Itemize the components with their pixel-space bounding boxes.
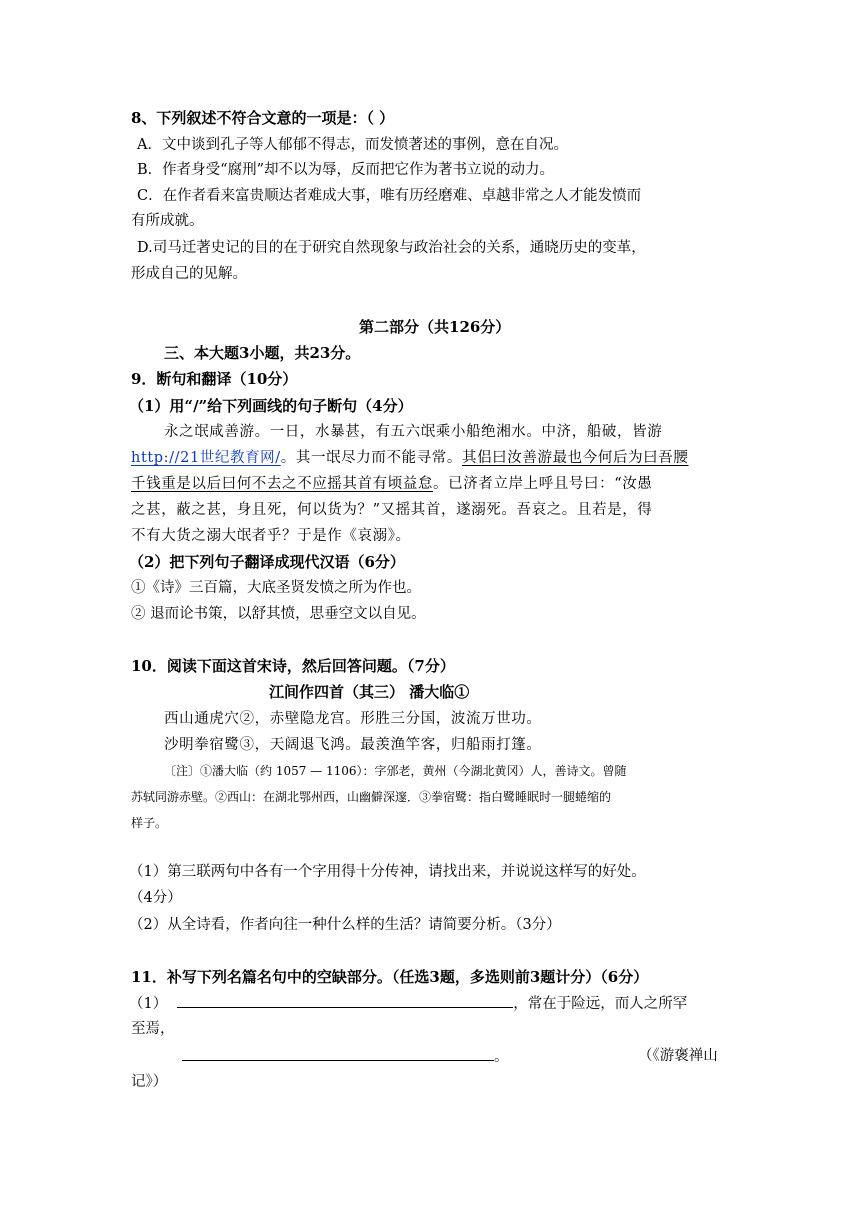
q8-option-a: A．文中谈到孔子等人郁郁不得志，而发愤著述的事例，意在自况。 [137,137,568,153]
poem-note-line3: 样子。 [131,816,168,830]
underlined-sentence-part2: 千钱重是以后曰何不去之不应摇其首有顷益怠 [131,476,433,492]
q8-option-d-line2: 形成自己的见解。 [131,266,247,282]
poem-title: 江间作四首（其三） 潘大临① [269,683,470,701]
passage-line1: 永之氓咸善游。一日，水暴甚，有五六氓乘小船绝湘水。中济，船破，皆游 [164,424,663,440]
q9-sub1: （1）用“/”给下列画线的句子断句（4分） [129,397,413,415]
passage-line2-text: 。其一氓尽力而不能寻常。 [280,450,462,466]
q11-source-line1: （《游褒禅山 [638,1048,718,1064]
part2-title: 第二部分（共126分） [359,318,511,336]
passage-line3-text: 。已济者立岸上呼且号曰：“汝愚 [433,476,653,492]
q11-item1-line1 [129,993,687,1014]
q9-title: 9．断句和翻译（10分） [131,370,298,388]
q11-item1-period: 。 [494,1049,509,1065]
q8-option-b: B．作者身受“腐刑”却不以为辱，反而把它作为著书立说的动力。 [137,162,554,178]
q11-item1-line2: 至焉， [131,1021,175,1037]
q8-option-c-line2: 有所成就。 [131,213,204,229]
fill-blank-1[interactable] [177,993,513,1008]
q11-title: 11．补写下列名篇名句中的空缺部分。（任选3题，多选则前3题计分）（6分） [131,968,649,986]
q10-sub1-line2: （4分） [129,890,182,906]
translate-item2: ② 退而论书策，以舒其愤，思垂空文以自见。 [131,606,426,622]
source-link[interactable]: http://21世纪教育网/ [131,450,281,466]
q8-title: 8、下列叙述不符合文意的一项是：（ ） [131,109,395,127]
passage-line5: 不有大货之溺大氓者乎？于是作《哀溺》。 [131,528,411,544]
q11-source-line2: 记》） [131,1074,168,1090]
fill-blank-2[interactable] [182,1046,494,1061]
q11-item1-line3 [182,1046,509,1067]
q11-item1-text: ，常在于险远，而人之所罕 [513,996,688,1012]
q10-sub1-line1: （1）第三联两句中各有一个字用得十分传神，请找出来，并说说这样写的好处。 [129,864,646,880]
q11-item-number: （1） [129,996,168,1012]
q9-sub2: （2）把下列句子翻译成现代汉语（6分） [129,553,405,571]
poem-note-line2: 苏轼同游赤壁。②西山：在湖北鄂州西，山幽僻深邃．③拳宿鹭：指白鹭睡眠时一腿蜷缩的 [131,790,612,804]
poem-line1: 西山通虎穴②，赤壁隐龙宫。形胜三分国，波流万世功。 [164,711,542,727]
translate-item1: ①《诗》三百篇，大底圣贤发愤之所为作也。 [131,580,421,596]
poem-line2: 沙明拳宿鹭③，天阔退飞鸿。最羡渔竿客，归船雨打篷。 [164,737,542,753]
q10-sub2: （2）从全诗看，作者向往一种什么样的生活？请简要分析。（3分） [129,917,561,933]
section3-heading: 三、本大题3小题，共23分。 [164,344,361,362]
q8-option-d-line1: D.司马迁著史记的目的在于研究自然现象与政治社会的关系，通晓历史的变革， [137,240,646,256]
passage-line2 [131,448,688,468]
q10-title: 10．阅读下面这首宋诗，然后回答问题。（7分） [131,657,455,675]
q8-option-c-line1: C．在作者看来富贵顺达者难成大事，唯有历经磨难、卓越非常之人才能发愤而 [137,188,642,204]
passage-line3 [131,474,652,494]
underlined-sentence-part1: 其侣曰汝善游最也今何后为曰吾腰 [461,450,689,466]
passage-line4: 之甚，蔽之甚，身且死，何以货为？”又摇其首，遂溺死。吾哀之。且若是，得 [131,502,653,518]
poem-note-line1: 〔注〕①潘大临（约 1057 — 1106）：字邠老，黄州（今湖北黄冈）人，善诗文。曾随 [164,764,627,778]
